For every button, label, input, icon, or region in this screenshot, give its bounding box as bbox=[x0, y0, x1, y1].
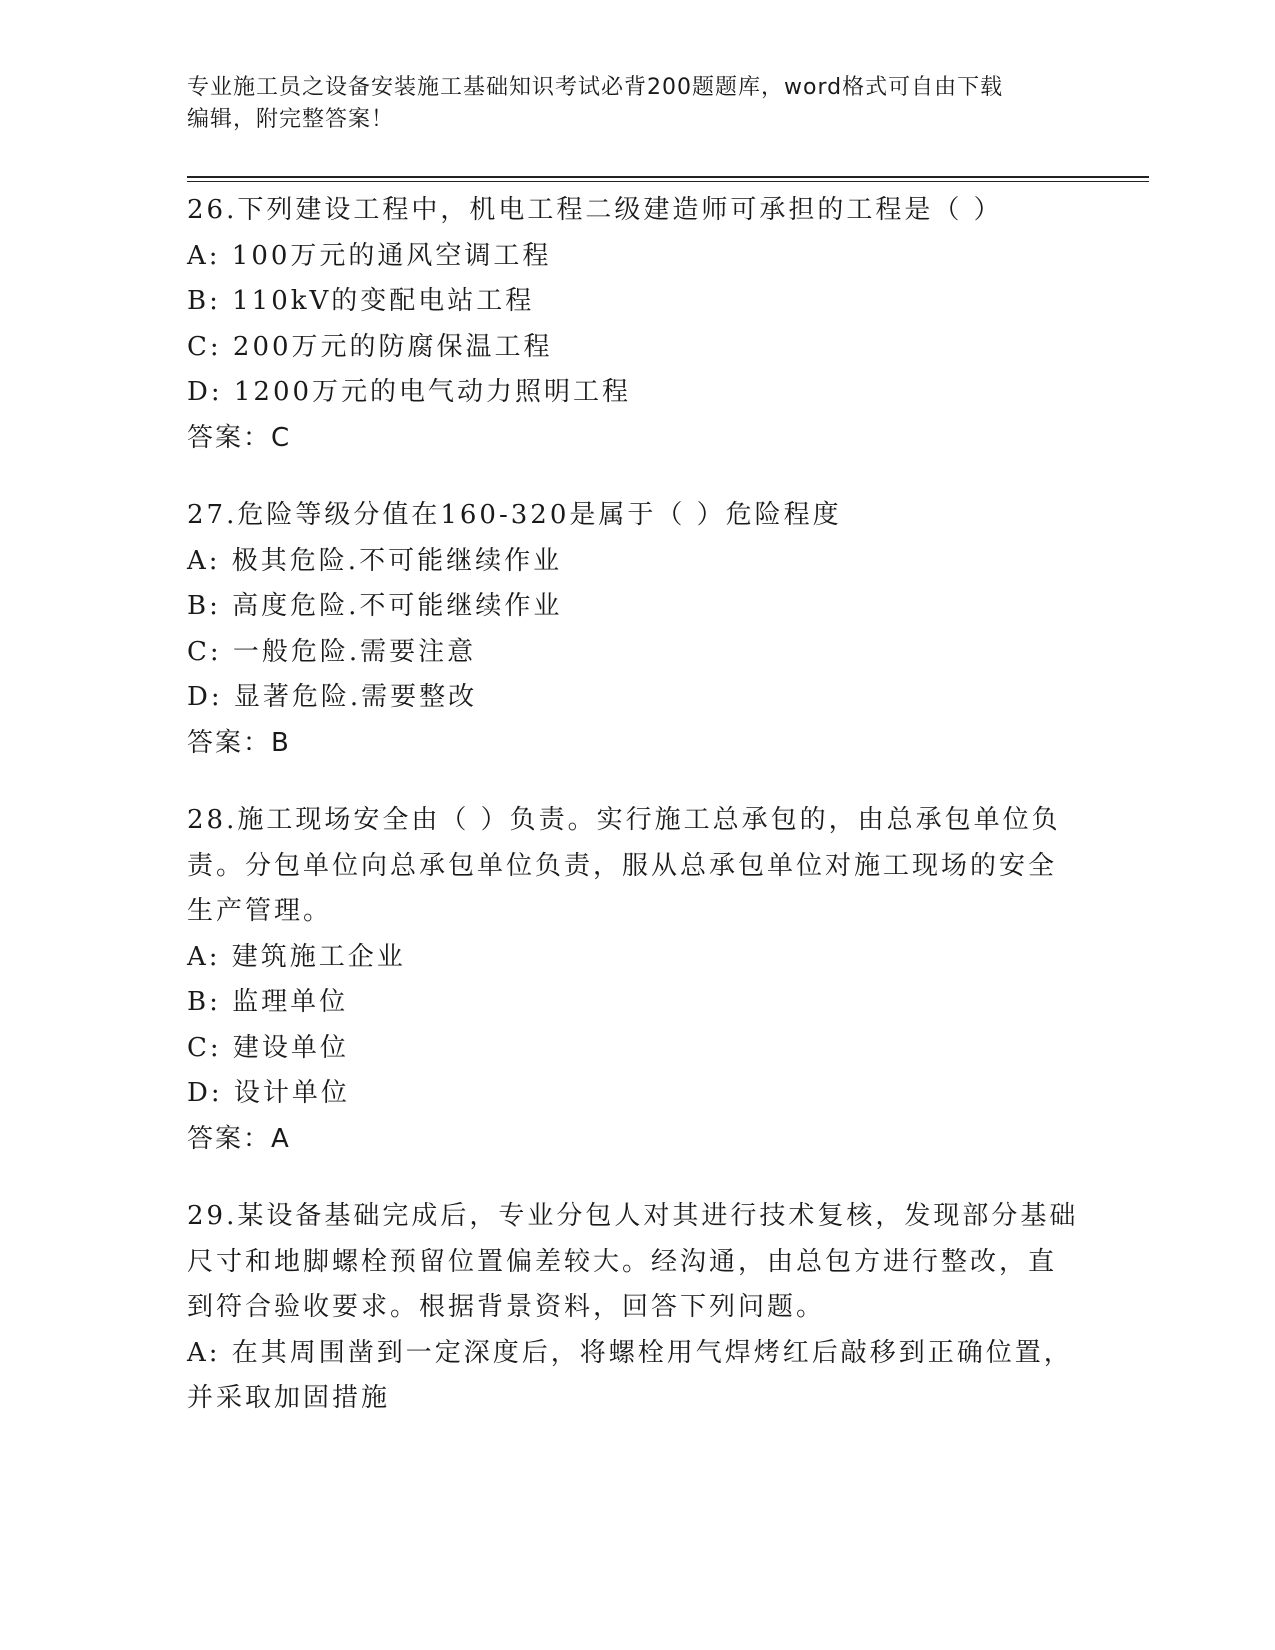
option-d: D: 显著危险.需要整改 bbox=[187, 682, 478, 712]
option-c: C: 一般危险.需要注意 bbox=[187, 636, 477, 667]
question-stem-line-3: 生产管理。 bbox=[187, 896, 333, 926]
question-stem-line-1: 28.施工现场安全由（ ）负责。实行施工总承包的，由总承包单位负 bbox=[187, 805, 1061, 835]
header-line-2: 编辑，附完整答案！ bbox=[187, 107, 395, 132]
question-list bbox=[187, 188, 1087, 1454]
option-c: C: 200万元的防腐保温工程 bbox=[187, 331, 553, 362]
header-line-1: 专业施工员之设备安装施工基础知识考试必背200题题库，word格式可自由下载 bbox=[187, 75, 1004, 100]
question-29 bbox=[187, 1194, 1087, 1422]
answer-line: 答案：C bbox=[187, 422, 292, 453]
option-b: B: 110kV的变配电站工程 bbox=[187, 286, 535, 316]
option-b: B: 高度危险.不可能继续作业 bbox=[187, 591, 563, 621]
option-a: A: 100万元的通风空调工程 bbox=[187, 240, 552, 271]
question-26 bbox=[187, 188, 1087, 461]
option-a-continued: 并采取加固措施 bbox=[187, 1383, 391, 1413]
document-header bbox=[187, 72, 1087, 136]
answer-line: 答案：A bbox=[187, 1123, 291, 1154]
question-stem-line-2: 尺寸和地脚螺栓预留位置偏差较大。经沟通，由总包方进行整改，直 bbox=[187, 1246, 1058, 1277]
question-stem-line-3: 到符合验收要求。根据背景资料，回答下列问题。 bbox=[187, 1292, 826, 1322]
option-d: D: 设计单位 bbox=[187, 1078, 350, 1108]
question-28 bbox=[187, 798, 1087, 1162]
answer-line: 答案：B bbox=[187, 727, 291, 758]
option-a: A: 极其危险.不可能继续作业 bbox=[187, 545, 563, 576]
option-a: A: 在其周围凿到一定深度后，将螺栓用气焊烤红后敲移到正确位置， bbox=[187, 1337, 1073, 1368]
question-stem-line-1: 29.某设备基础完成后，专业分包人对其进行技术复核，发现部分基础 bbox=[187, 1201, 1079, 1231]
header-divider-thin bbox=[187, 181, 1149, 182]
question-27 bbox=[187, 493, 1087, 766]
question-stem: 26.下列建设工程中，机电工程二级建造师可承担的工程是（ ） bbox=[187, 195, 1003, 225]
option-b: B: 监理单位 bbox=[187, 987, 349, 1017]
question-stem: 27.危险等级分值在160-320是属于（ ）危险程度 bbox=[187, 500, 842, 530]
header-divider-thick bbox=[187, 176, 1149, 178]
option-a: A: 建筑施工企业 bbox=[187, 941, 406, 972]
option-d: D: 1200万元的电气动力照明工程 bbox=[187, 377, 632, 407]
question-stem-line-2: 责。分包单位向总承包单位负责，服从总承包单位对施工现场的安全 bbox=[187, 850, 1058, 881]
option-c: C: 建设单位 bbox=[187, 1032, 349, 1063]
